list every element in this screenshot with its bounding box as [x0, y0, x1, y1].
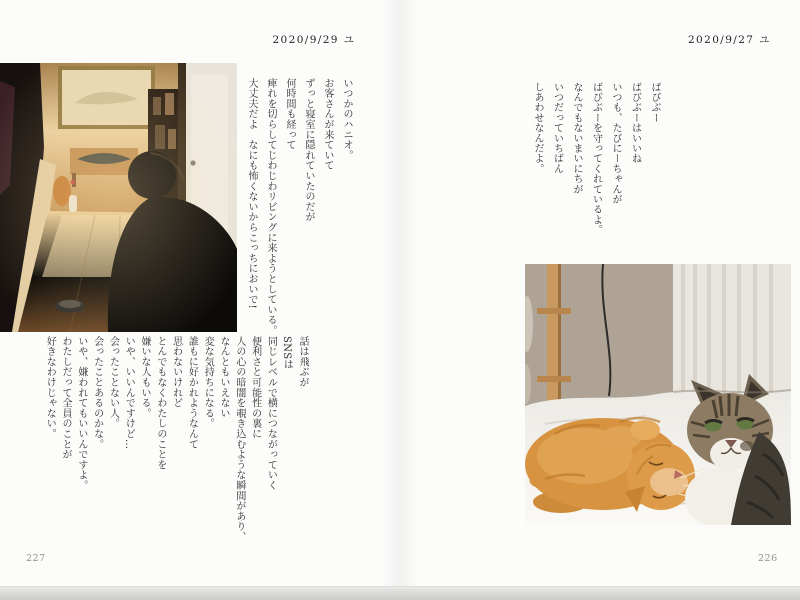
- text-column: お客さんが来ていて: [322, 78, 333, 171]
- text-column: 何時間も経って: [284, 78, 295, 151]
- text-column: 誰もに好かれようなんて: [186, 336, 198, 450]
- text-column: ばびぶーはいいね: [629, 82, 641, 164]
- left-caption-text: [238, 78, 356, 342]
- text-column: いつだっていちばん: [551, 82, 563, 174]
- text-column: いつかのハニオ。: [341, 78, 352, 161]
- text-column: なんともいえない: [218, 336, 230, 419]
- text-column: 会ったことない人。: [107, 336, 119, 429]
- text-column: ばびぶーを守ってくれているよ。: [590, 82, 602, 235]
- hallway-photo-art: [0, 63, 237, 332]
- text-column: ばびぶー: [649, 82, 660, 123]
- text-column: わたしだって全員のことが: [60, 336, 72, 460]
- text-column: 好きなわけじゃない。: [44, 336, 56, 439]
- text-column: 人の心の暗闇を覗き込むような瞬間があり、: [233, 336, 245, 542]
- text-column: 嫌いな人もいる。: [139, 336, 151, 419]
- text-column: 会ったことあるのかな。: [91, 336, 103, 450]
- left-page-date: 2020/9/29 ユ: [272, 34, 356, 46]
- right-body-text: [518, 82, 664, 240]
- text-column: 大丈夫だよ なにも怖くないからこっちにおいで!: [246, 78, 257, 309]
- text-column: いつも、たびにーちゃんが: [610, 82, 621, 205]
- center-gutter-shadow: [382, 0, 418, 600]
- text-column: 話は飛ぶが: [297, 336, 308, 388]
- text-column: 痺れを切らしてじわじわリビングに来ようとしている。: [265, 78, 276, 336]
- left-body-text: [40, 336, 310, 550]
- right-page-number: 226: [758, 553, 778, 564]
- text-column: 思わないけれど: [170, 336, 182, 409]
- text-column: 同じレベルで横につながっていく: [265, 336, 277, 491]
- left-page-number: 227: [26, 553, 46, 564]
- right-page-date: 2020/9/27 ユ: [687, 34, 772, 46]
- text-column: ずっと寝室に隠れていたのだが: [303, 78, 314, 223]
- cats-photo-art: [525, 264, 791, 525]
- text-column: 便利さと可能性の裏に: [249, 336, 261, 439]
- cats-photo: [525, 264, 791, 525]
- text-column: なんでもないまいにちが: [571, 82, 582, 195]
- hallway-photo: [0, 63, 237, 332]
- page-bottom-edge: [0, 586, 800, 600]
- text-column: しあわせなんだよ。: [532, 82, 543, 174]
- text-column: 変な気持ちになる。: [202, 336, 214, 429]
- text-column: とんでもなくわたしのことを: [154, 336, 166, 470]
- text-column: いや、嫌われてもいいんですよ。: [75, 336, 87, 491]
- text-column: いや、いいんですけど…: [123, 336, 135, 450]
- text-column: SNSは: [281, 336, 293, 370]
